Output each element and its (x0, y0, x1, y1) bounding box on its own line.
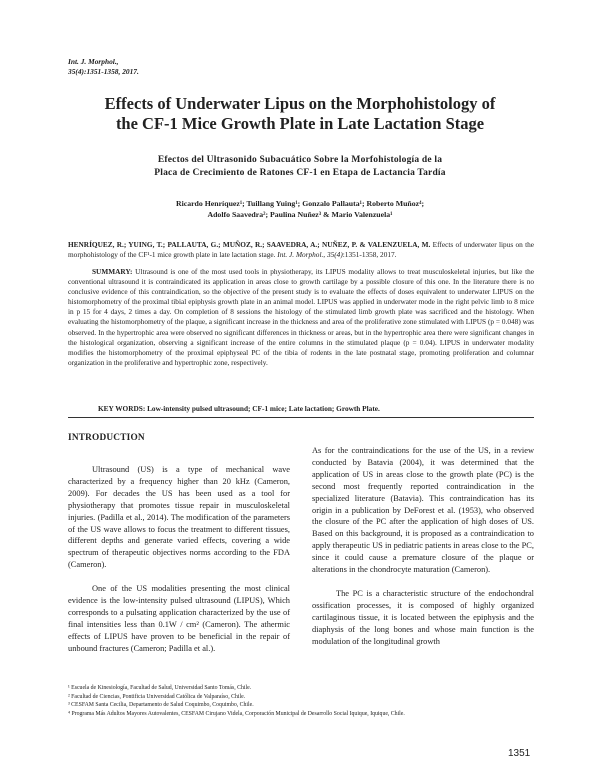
article-title (60, 94, 540, 134)
intro-paragraph-1: Ultrasound (US) is a type of mechanical wave characterized by a frequency higher than 20 kHz (Cameron, 2009). For decades the US has been used as a tool for physiotherapy that promotes tissue repair in musculoskeletal injuries. (Padilla et al., 2014). The modification of the parameters of the US wave allows to focus the treatment to different tissues, different depths and generate varied effects, covering a wide spectrum of therapeutic objectives norms according to the FDA (Cameron). (68, 465, 290, 570)
intro-paragraph-2: One of the US modalities presenting the most clinical evidence is the low-intensity pulsed ultrasound (LIPUS), Which corresponds to a pulsating application characterized by the use of final intensities less than 0.1W / cm² (Cameron). The athermic effects of LIPUS have proven to be beneficial in the repair of unbound fractures (Cameron; Padilla et al.). (68, 584, 290, 653)
right-column (312, 445, 534, 660)
introduction-heading: INTRODUCTION (68, 433, 145, 443)
keywords (68, 404, 534, 414)
journal-reference (68, 57, 139, 76)
citation-journal: Int. J. Morphol., 35(4) (277, 250, 343, 259)
left-column (68, 464, 290, 667)
author-list (100, 198, 500, 220)
footnote-4: ⁴ Programa Más Adultos Mayores Autovalentes, CESFAM Cirujano Videla, Corporación Municipal de Desarrollo Social Iquique, Iquique, Chile. (68, 711, 405, 718)
subtitle-line-1: Efectos del Ultrasonido Subacuático Sobre la Morfohistología de la (157, 155, 443, 165)
page-number: 1351 (508, 748, 531, 759)
authors-line-2: Adolfo Saavedra²; Paulina Nuñez³ & Mario Valenzuela¹ (207, 210, 393, 219)
journal-name: Int. J. Morphol., (68, 57, 119, 66)
article-subtitle (100, 154, 500, 179)
citation-text: Effects of underwater lipus on the morphohistology of the CF¹-1 mice growth plate in late lactation stage. (68, 240, 534, 259)
summary-text: Ultrasound is one of the most used tools in physiotherapy, its LIPUS modality allows to treat musculoskeletal injuries, but like the conventional ultrasound it is contraindicated its application in areas close to growth cartilage by a possible closure of this one. In the literature there is no conclusive evidence of this contraindication, so the objective of the present study is to evaluate the effects of doses equivalent to underwater LIPUS on the histomorphometry of the proximal tibial epiphysis growth plate in an animal model. LIPUS was applied in underwater mode in the right pelvic limb to 8 mice in p 15 for 4 days, 2 times a day. On completion of 8 sessions the histology of the stimulated limb growth plate was sacrificed and the histology. When evaluating the histomorphometry of the plaque, a significant increase in the thickness and area of the proliferative zone stimulated with LIPUS (p = 0.048) was observed. In the hypertrophic area were observed no significant differences in thickness or areas, but in the hypertrophic area there were significant changes in the histological organization, observing a significant increase of the entire columns in the stimulated plaque (p = 0.04). LIPUS in underwater modality modifies the histomorphometry of the proximal epiphyseal PC of the tibia of rodents in the late postnatal stage, promoting proliferation and columnar organization in the proliferative and hypertrophic zone, respectively. (68, 267, 534, 367)
intro-paragraph-4: The PC is a characteristic structure of the endochondral ossification processes, it is composed of highly organized cartilaginous tissue, it is located between the epiphysis and the diaphysis of the long bones and whose main function is the modulation of the longitudinal growth (312, 588, 534, 646)
citation-pages: :1351-1358, 2017. (342, 250, 397, 259)
citation-authors: HENRÍQUEZ, R.; YUING, T.; PALLAUTA, G.; MUÑOZ, R.; SAAVEDRA, A.; NUÑEZ, P. & VALENZUELA, M. (68, 240, 431, 249)
citation-block (68, 240, 534, 260)
journal-volume: 35(4):1351-1358, 2017. (68, 66, 139, 76)
keywords-text: : Low-intensity pulsed ultrasound; CF-1 mice; Late lactation; Growth Plate. (142, 404, 380, 413)
keywords-label: KEY WORDS (98, 404, 143, 413)
summary-label: SUMMARY: (92, 267, 133, 276)
section-divider (68, 417, 534, 418)
title-line-1: Effects of Underwater Lipus on the Morphohistology of (104, 94, 496, 113)
title-line-2: the CF-1 Mice Growth Plate in Late Lactation Stage (115, 114, 485, 133)
footnote-1: ¹ Escuela de Kinesiología, Facultad de Salud, Universidad Santo Tomás, Chile. (68, 685, 252, 691)
abstract (68, 267, 534, 368)
footnote-3: ³ CESFAM Santa Cecilia, Departamento de Salud Coquimbo, Coquimbo, Chile. (68, 702, 254, 709)
authors-line-1: Ricardo Henríquez¹; Tuillang Yuing¹; Gonzalo Pallauta¹; Roberto Muñoz⁴; (175, 199, 425, 208)
subtitle-line-2: Placa de Crecimiento de Ratones CF-1 en Etapa de Lactancia Tardía (154, 167, 446, 178)
affiliation-footnotes (68, 684, 538, 719)
intro-paragraph-3: As for the contraindications for the use of the US, in a review conducted by Batavia (2004), it was determined that the application of US in areas close to the growth plate (PC) is the second most frequently reported contraindication in the specialized literature (Batavia). This contraindication has its origin in a publication by DeForest et al. (1953), who observed the closure of the PC after the application of high doses of US. Based on this background, it is proposed as a contraindication to apply therapeutic US in pediatric patients in areas close to the PC, since it could cause a premature closure of the plaque or alterations in the chondrocyte maturation (Cameron). (312, 446, 534, 575)
footnote-2: ² Facultad de Ciencias, Pontificia Universidad Católica de Valparaíso, Chile. (68, 693, 246, 700)
